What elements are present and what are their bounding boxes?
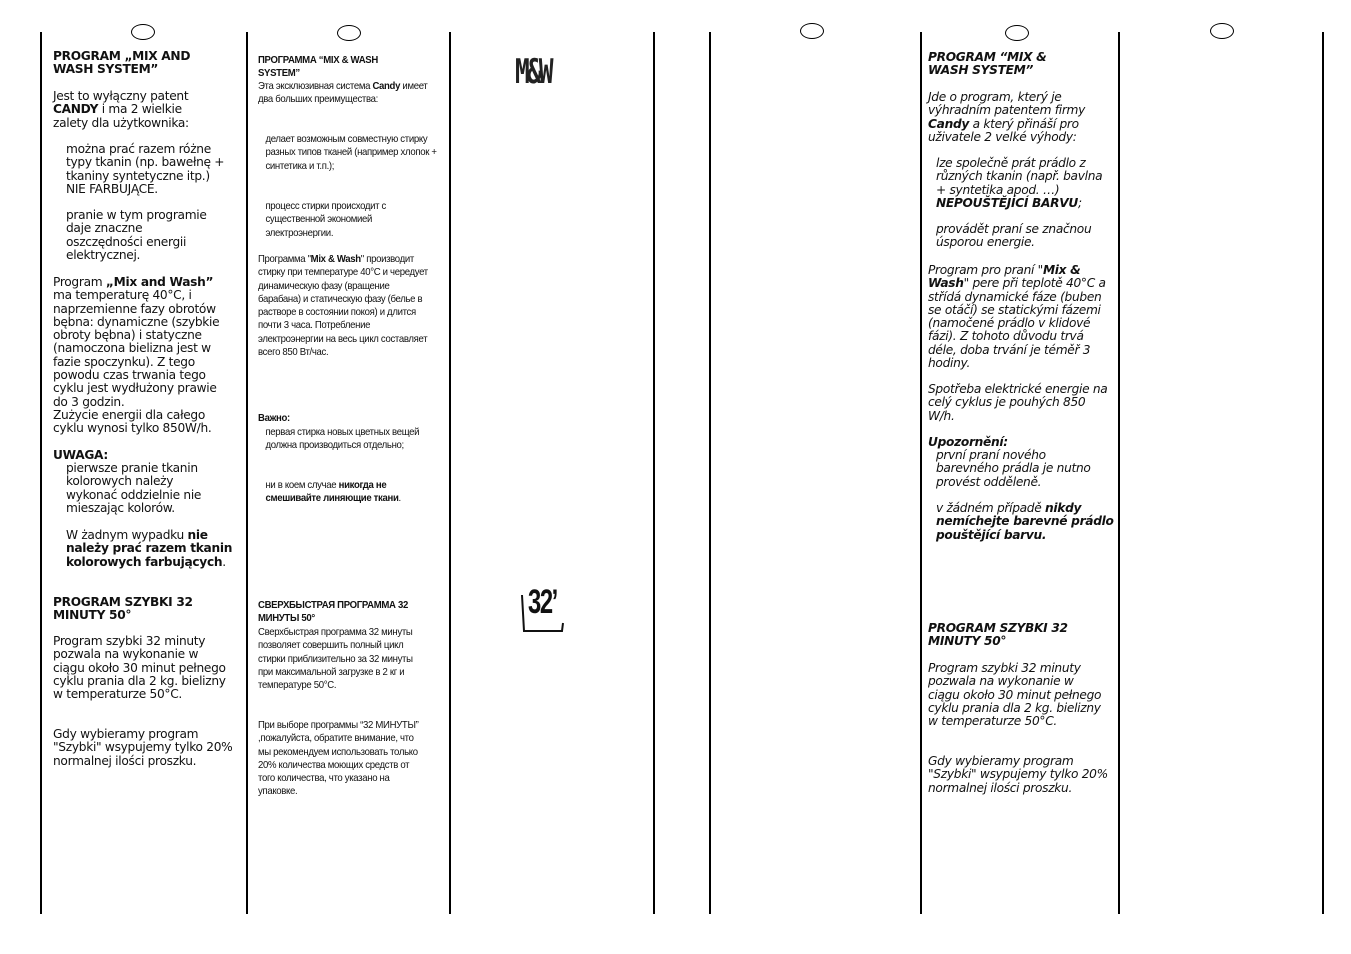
energy-consumption: Spotřeba elektrické energie na celý cyklus je pouhých 850 W/h.: [928, 382, 1108, 423]
warning-text: první praní nového barevného prádla je nutno provést odděleně.: [936, 448, 1091, 489]
energy-consumption: Zużycie energii dla całego cyklu wynosi tylko 850W/h.: [53, 408, 212, 436]
column-divider: [449, 32, 451, 914]
fast-program-text: Program szybki 32 minuty pozwala na wykonanie w ciągu około 30 minut pełnego cyklu prania dla 2 kg. bielizny w temperaturze 50°C.: [53, 634, 226, 702]
bullet-item: można prać razem różne typy tkanin (np. bawełnę + tkaniny syntetyczne itp.) NIE FARBUJĄCE.: [66, 142, 225, 196]
language-oval-marker: [1005, 25, 1029, 41]
bullet-item: pranie w tym programie daje znaczne oszczędności energii elektrycznej.: [66, 208, 207, 262]
bullet-item: lze společně prát prádlo z různých tkanin (např. bavlna + syntetika apod. …) NEPOUŠTĚJÍCÍ BARVU;: [936, 156, 1103, 210]
fast-program-title: PROGRAM SZYBKI 32 MINUTY 50°: [53, 595, 193, 623]
language-oval-marker: [800, 23, 824, 39]
bullet-item: provádět praní se značnou úsporou energie.: [936, 222, 1092, 250]
important-text: первая стирка новых цветных вещей должна производиться отдельно;: [265, 427, 420, 452]
bullet-item: процесс стирки происходит с существенной экономией электроэнергии.: [265, 201, 387, 239]
mix-title: PROGRAM „MIX AND WASH SYSTEM”: [53, 49, 191, 77]
fast-program-title: СВЕРХБЫСТРАЯ ПРОГРАММА 32 МИНУТЫ 50°: [258, 600, 408, 625]
column-divider: [653, 32, 655, 914]
language-oval-marker: [1210, 23, 1234, 39]
mix-title: PROGRAM “MIX & WASH SYSTEM”: [928, 50, 1047, 78]
mix-intro: Jde o program, který je výhradním patentem firmy Candy a který přináší pro uživatele 2 velké výhody:: [928, 90, 1086, 144]
warning-heading: Upozornění:: [928, 435, 1008, 449]
fast-program-text: Сверхбыстрая программа 32 минуты позволяет совершить полный цикл стирки приблизительно за 32 минуты при максимальной загрузке в 2 кг и температуре 50°С.: [258, 627, 413, 692]
column-divider: [709, 32, 711, 914]
mix-description: Program „Mix and Wash” ma temperaturę 40°C, i naprzemienne fazy obrotów bębna: dynamiczne (szybkie obroty bębna) i statyczne (namoczona bielizna jest w fazie spoczynku). Z tego powodu czas trwania tego cyklu jest wydłużony prawie do 3 godzin.: [53, 275, 220, 409]
mix-wash-program-icon: M&W: [515, 52, 551, 92]
column-divider: [1322, 32, 1324, 914]
language-oval-marker: [131, 24, 155, 40]
mix-title: ПРОГРАММА “MIX & WASH SYSTEM”: [258, 55, 378, 80]
warning-text: ни в коем случае никогда не смешивайте линяющие ткани.: [265, 480, 401, 505]
mix-description: Программа "Mix & Wash" производит стирку при температуре 40°C и чередует динамическую фазу (вращение барабана) и статическую фазу (белье в растворе в состоянии покоя) и длится почти 3 часа. Потребление электроэнергии на весь цикл составляет всего 850 Вт/час.: [258, 254, 428, 359]
mix-description: Program pro praní "Mix & Wash" pere při teplotě 40°C a střídá dynamické fáze (buben se otáčí) se statickými fázemi (namočené prádlo v klidové fázi). Z tohoto důvodu trvá déle, doba trvání je téměř 3 hodiny.: [928, 263, 1106, 371]
fast-program-text: Gdy wybieramy program "Szybki" wsypujemy tylko 20% normalnej ilości proszku.: [928, 754, 1108, 795]
warning-text: pierwsze pranie tkanin kolorowych należy wykonać oddzielnie nie mieszając kolorów.: [66, 461, 202, 515]
fast-program-title: PROGRAM SZYBKI 32 MINUTY 50°: [928, 621, 1068, 649]
column-divider: [920, 32, 922, 914]
fast-program-text: Gdy wybieramy program "Szybki" wsypujemy tylko 20% normalnej ilości proszku.: [53, 727, 233, 768]
fast-program-text: Program szybki 32 minuty pozwala na wykonanie w ciągu około 30 minut pełnego cyklu prania dla 2 kg. bielizny w temperaturze 50°C.: [928, 661, 1102, 729]
mix-intro: Эта эксклюзивная система Candy имеет два больших преимущества:: [258, 81, 428, 106]
column-divider: [1118, 32, 1120, 914]
important-heading: Важно:: [258, 413, 290, 424]
bullet-item: делает возможным совместную стирку разных типов тканей (например хлопок + синтетика и т.п.);: [265, 134, 437, 172]
warning-text: W żadnym wypadku nie należy prać razem tkanin kolorowych farbujących.: [66, 528, 233, 569]
column-divider: [40, 32, 42, 914]
column-divider: [246, 32, 248, 914]
quick-32-label: 32’: [528, 583, 557, 621]
warning-heading: UWAGA:: [53, 448, 108, 462]
warning-text: v žádném případě nikdy nemíchejte barevné prádlo pouštějící barvu.: [936, 501, 1114, 542]
quick-32-program-icon: [520, 585, 564, 633]
mix-intro: Jest to wyłączny patent CANDY i ma 2 wielkie zalety dla użytkownika:: [53, 89, 189, 130]
language-oval-marker: [337, 25, 361, 41]
fast-program-text: При выборе программы “32 МИНУТЫ” ,пожалуйста, обратите внимание, что мы рекомендуем использовать только 20% количества моющих средств от того количества, что указано на упаковке.: [258, 720, 419, 798]
